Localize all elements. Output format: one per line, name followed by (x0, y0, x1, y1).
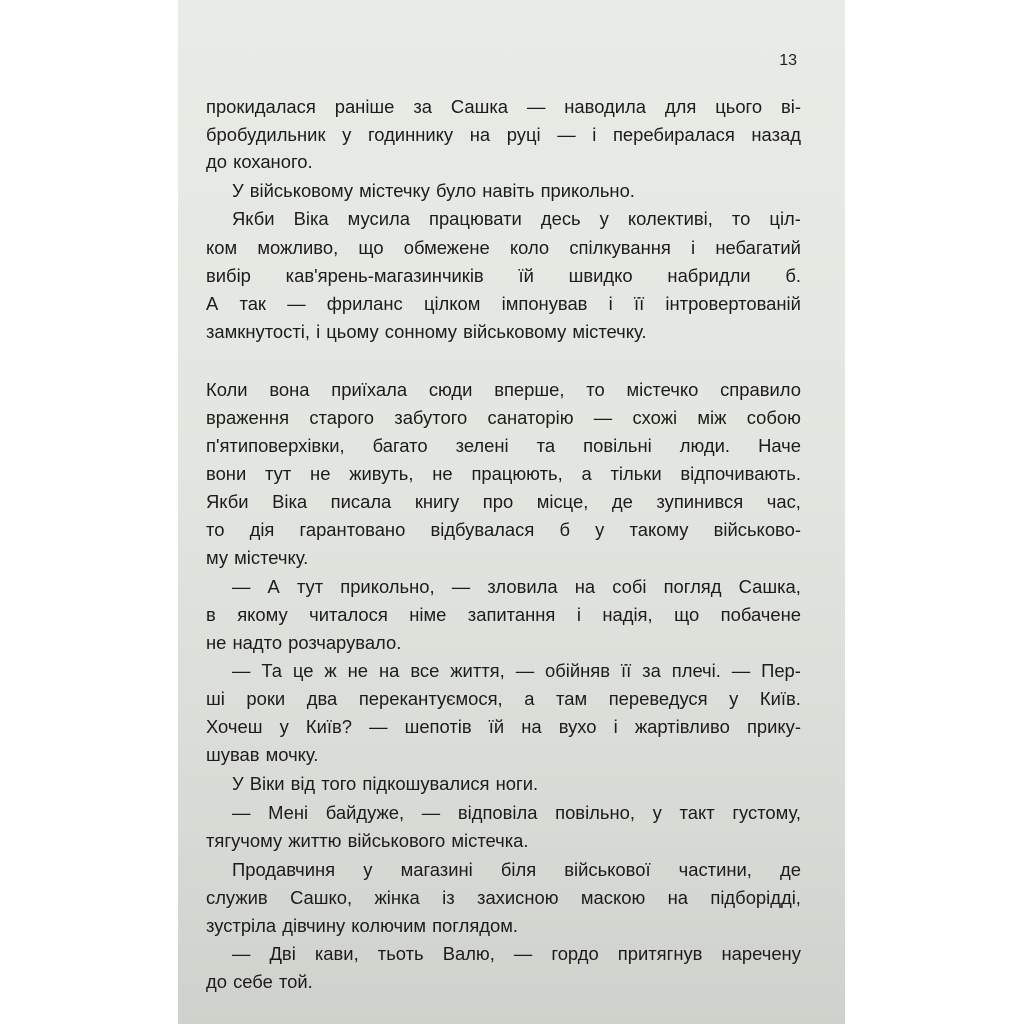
text-line: замкнутості, і цьому сонному військовому містечку. (206, 321, 647, 342)
text-line: п'ятиповерхівки, багато зелені та повільні люди. Наче (206, 435, 801, 456)
text-line: зустріла дівчину колючим поглядом. (206, 915, 518, 936)
text-line: то дія гарантовано відбувалася б у такому військово- (206, 519, 801, 540)
text-line: У Віки від того підкошувалися ноги. (232, 773, 539, 794)
text-line: му містечку. (206, 547, 309, 568)
text-line: Коли вона приїхала сюди вперше, то містечко справило (206, 379, 801, 400)
text-line: Якби Віка мусила працювати десь у колективі, то ціл- (232, 208, 801, 229)
text-line: шував мочку. (206, 744, 319, 765)
text-line: до коханого. (206, 151, 313, 172)
text-line: — Дві кави, тьоть Валю, — гордо притягнув наречену (232, 943, 801, 964)
text-line: Продавчиня у магазині біля військової частини, де (232, 859, 801, 880)
text-line: прокидалася раніше за Сашка — наводила для цього ві- (206, 96, 801, 117)
text-line: тягучому життю військового містечка. (206, 830, 529, 851)
text-line: ком можливо, що обмежене коло спілкування і небагатий (206, 237, 801, 258)
text-line: — Мені байдуже, — відповіла повільно, у такт густому, (232, 802, 801, 823)
text-line: Якби Віка писала книгу про місце, де зупинився час, (206, 491, 801, 512)
text-line: — Та це ж не на все життя, — обійняв її за плечі. — Пер- (232, 660, 801, 681)
text-line: Хочеш у Київ? — шепотів їй на вухо і жартівливо прику- (206, 716, 801, 737)
page-number: 13 (779, 52, 797, 69)
text-line: до себе той. (206, 971, 313, 992)
text-line: — А тут прикольно, — зловила на собі погляд Сашка, (232, 576, 801, 597)
text-line: ші роки два перекантуємося, а там переведуся у Київ. (206, 688, 801, 709)
text-line: в якому читалося німе запитання і надія, що побачене (206, 604, 801, 625)
text-line: У військовому містечку було навіть прикольно. (232, 180, 635, 201)
text-line: вони тут не живуть, не працюють, а тільки відпочивають. (206, 463, 801, 484)
text-line: бробудильник у годиннику на руці — і перебиралася назад (206, 124, 801, 145)
text-line: А так — фриланс цілком імпонував і її інтровертованій (206, 293, 801, 314)
text-line: вибір кав'ярень-магазинчиків їй швидко набридли б. (206, 265, 801, 286)
text-line: не надто розчарувало. (206, 632, 402, 653)
text-line: враження старого забутого санаторію — схожі між собою (206, 407, 801, 428)
text-line: служив Сашко, жінка із захисною маскою на підборідді, (206, 887, 801, 908)
